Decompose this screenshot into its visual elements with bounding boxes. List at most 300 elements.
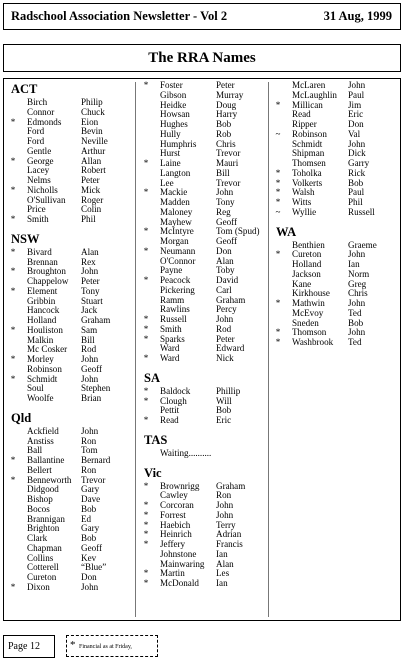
member-firstname: Don bbox=[216, 245, 232, 256]
member-surname: McLaren bbox=[292, 80, 326, 90]
member-surname: Clough bbox=[160, 395, 187, 406]
member-row bbox=[276, 338, 396, 348]
member-marker: * bbox=[143, 519, 149, 530]
member-firstname: Ian bbox=[216, 578, 228, 588]
member-surname: Mc Cosker bbox=[27, 344, 68, 355]
member-firstname: Trevor bbox=[81, 474, 106, 485]
member-surname: Didgood bbox=[27, 484, 59, 495]
member-surname: Brannigan bbox=[27, 513, 65, 524]
member-firstname: Bob bbox=[81, 503, 97, 514]
member-surname: Nelms bbox=[27, 175, 51, 185]
member-firstname: Trevor bbox=[216, 177, 241, 188]
member-firstname: Phil bbox=[81, 214, 96, 224]
member-surname: Hughes bbox=[160, 119, 188, 129]
member-firstname: Doug bbox=[216, 99, 237, 110]
member-surname: Collins bbox=[27, 552, 54, 563]
member-surname: Ball bbox=[27, 445, 43, 456]
note-star: * bbox=[70, 639, 76, 651]
member-surname: Witts bbox=[292, 197, 312, 207]
member-surname: Ford bbox=[27, 126, 45, 137]
member-firstname: John bbox=[81, 373, 99, 384]
member-marker: * bbox=[143, 480, 149, 491]
member-surname: Cotterell bbox=[27, 562, 59, 573]
member-firstname: Dick bbox=[348, 148, 366, 159]
member-firstname: John bbox=[216, 187, 234, 198]
member-firstname: Ian bbox=[216, 548, 228, 559]
member-surname: Mathwin bbox=[292, 298, 325, 308]
member-surname: Ford bbox=[27, 136, 45, 146]
member-surname: Chapman bbox=[27, 542, 62, 553]
member-firstname: Neville bbox=[81, 136, 108, 146]
member-surname: Payne bbox=[160, 265, 183, 276]
member-firstname: Gary bbox=[81, 523, 100, 534]
member-surname: Bocos bbox=[27, 503, 50, 514]
member-firstname: Peter bbox=[81, 175, 100, 185]
names-column-2 bbox=[144, 81, 264, 589]
newsletter-title: Radschool Association Newsletter - Vol 2 bbox=[11, 9, 228, 23]
member-surname: O'Sullivan bbox=[27, 194, 66, 205]
member-surname: Element bbox=[27, 285, 58, 296]
member-firstname: Harry bbox=[216, 109, 238, 120]
member-marker: * bbox=[275, 298, 281, 308]
member-marker: * bbox=[143, 568, 149, 579]
member-firstname: John bbox=[348, 298, 366, 308]
member-firstname: Arthur bbox=[81, 145, 106, 156]
member-surname: Robinson bbox=[292, 128, 327, 139]
member-firstname: Chris bbox=[216, 138, 236, 149]
member-firstname: Sam bbox=[81, 324, 98, 335]
member-firstname: Roger bbox=[81, 194, 104, 205]
member-firstname: Rob bbox=[216, 128, 232, 139]
member-firstname: Stuart bbox=[81, 295, 103, 306]
member-firstname: Jack bbox=[81, 305, 98, 316]
member-surname: Birch bbox=[27, 97, 48, 107]
member-surname: Kane bbox=[292, 278, 312, 289]
member-marker: * bbox=[143, 323, 149, 334]
member-surname: Broughton bbox=[27, 266, 66, 277]
member-surname: Johnstone bbox=[160, 548, 197, 559]
member-surname: Bishop bbox=[27, 494, 53, 504]
member-surname: Rawlins bbox=[160, 304, 190, 315]
member-firstname: Reg bbox=[216, 206, 231, 217]
member-firstname: Paul bbox=[348, 187, 365, 198]
page-number: Page 12 bbox=[8, 641, 40, 652]
member-marker: * bbox=[143, 245, 149, 256]
member-marker: * bbox=[143, 529, 149, 540]
member-surname: Millican bbox=[292, 99, 323, 110]
member-marker: * bbox=[10, 155, 16, 166]
member-firstname: Ron bbox=[216, 490, 232, 501]
member-firstname: Peter bbox=[81, 276, 100, 286]
member-surname: Heidke bbox=[160, 99, 187, 110]
member-surname: Thomson bbox=[292, 327, 327, 338]
member-surname: Malkin bbox=[27, 334, 54, 345]
member-surname: Bivard bbox=[27, 246, 52, 257]
member-firstname: Bob bbox=[216, 119, 232, 129]
member-marker: * bbox=[275, 197, 281, 207]
member-firstname: Peter bbox=[216, 333, 235, 344]
member-surname: Kirkhouse bbox=[292, 288, 330, 299]
member-surname: Hully bbox=[160, 128, 181, 139]
member-surname: Peacock bbox=[160, 275, 191, 285]
member-marker: * bbox=[143, 226, 149, 237]
member-firstname: John bbox=[348, 138, 366, 149]
member-surname: Bellert bbox=[27, 464, 52, 475]
member-firstname: Chuck bbox=[81, 106, 105, 117]
member-surname: Haebich bbox=[160, 519, 191, 530]
newsletter-header bbox=[3, 3, 401, 30]
member-firstname: Ian bbox=[348, 259, 360, 269]
member-firstname: John bbox=[216, 500, 234, 510]
member-marker: * bbox=[275, 177, 281, 188]
member-row bbox=[11, 215, 131, 225]
member-surname: Holland bbox=[292, 259, 322, 269]
member-firstname: John bbox=[81, 354, 99, 364]
member-marker: * bbox=[143, 385, 149, 396]
member-firstname: Francis bbox=[216, 539, 243, 549]
member-surname: Howsan bbox=[160, 109, 190, 120]
column-divider bbox=[268, 82, 269, 617]
member-firstname: Brian bbox=[81, 393, 102, 403]
member-surname: Brighton bbox=[27, 523, 60, 534]
member-surname: Shipman bbox=[292, 148, 325, 159]
member-firstname: Terry bbox=[216, 519, 236, 530]
member-firstname: Graham bbox=[216, 480, 246, 491]
member-firstname: Russell bbox=[348, 206, 375, 217]
member-surname: Mainwaring bbox=[160, 558, 205, 569]
member-surname: Martin bbox=[160, 568, 185, 579]
member-firstname: Rod bbox=[81, 344, 97, 355]
member-firstname: Rod bbox=[216, 323, 232, 334]
member-firstname: Mick bbox=[81, 184, 101, 195]
member-marker: * bbox=[143, 333, 149, 344]
financial-note: Financial as at Friday, bbox=[79, 644, 132, 650]
member-surname: Price bbox=[27, 204, 46, 215]
member-firstname: Jim bbox=[348, 99, 362, 110]
member-firstname: Rex bbox=[81, 256, 96, 267]
page-number-box bbox=[3, 635, 55, 658]
state-heading: ACT bbox=[11, 82, 38, 96]
member-firstname: Allan bbox=[81, 155, 102, 166]
member-marker: ~ bbox=[275, 128, 281, 139]
member-marker: * bbox=[10, 474, 16, 485]
member-firstname: Norm bbox=[348, 268, 370, 279]
member-row bbox=[144, 579, 264, 589]
member-surname: Lacey bbox=[27, 165, 50, 176]
member-surname: Humphris bbox=[160, 138, 197, 149]
member-firstname: Geoff bbox=[216, 216, 238, 227]
member-surname: Robinson bbox=[27, 363, 62, 374]
financial-note-box bbox=[66, 635, 158, 657]
member-firstname: Ted bbox=[348, 307, 362, 318]
state-heading: Qld bbox=[11, 410, 32, 425]
member-firstname: “Blue” bbox=[81, 562, 107, 573]
member-surname: Heinrich bbox=[160, 529, 192, 540]
member-firstname: Colin bbox=[81, 204, 102, 215]
member-surname: Pettit bbox=[160, 405, 180, 416]
member-surname: Baldock bbox=[160, 385, 191, 396]
member-firstname: Tom bbox=[81, 445, 98, 456]
member-surname: Madden bbox=[160, 197, 190, 207]
member-firstname: Tony bbox=[81, 285, 100, 296]
member-surname: Dixon bbox=[27, 581, 50, 592]
member-firstname: Geoff bbox=[216, 236, 238, 246]
member-firstname: Eric bbox=[348, 109, 364, 120]
member-surname: Benneworth bbox=[27, 474, 72, 485]
member-row bbox=[144, 354, 264, 364]
member-firstname: Bevin bbox=[81, 126, 103, 137]
member-surname: Volkerts bbox=[292, 177, 323, 188]
member-surname: Pickering bbox=[160, 284, 195, 295]
member-surname: Gibson bbox=[160, 89, 187, 100]
member-firstname: Les bbox=[216, 568, 230, 579]
member-surname: Clark bbox=[27, 533, 48, 543]
member-surname: Benthien bbox=[292, 239, 325, 250]
member-firstname: Stephen bbox=[81, 383, 111, 394]
member-firstname: Graham bbox=[81, 315, 111, 325]
member-firstname: Will bbox=[216, 395, 232, 406]
member-surname: Chappelow bbox=[27, 276, 69, 286]
member-firstname: Robert bbox=[81, 165, 106, 176]
member-surname: Read bbox=[160, 415, 179, 425]
member-surname: Gentle bbox=[27, 145, 52, 156]
member-surname: Mayhew bbox=[160, 216, 192, 227]
member-firstname: Bill bbox=[81, 334, 95, 345]
member-surname: Edmonds bbox=[27, 116, 62, 127]
member-firstname: Rick bbox=[348, 167, 366, 178]
member-firstname: Ron bbox=[81, 464, 97, 475]
member-surname: Holland bbox=[27, 315, 57, 325]
member-surname: Brownrigg bbox=[160, 480, 200, 491]
member-surname: Nicholls bbox=[27, 184, 58, 195]
member-marker: * bbox=[143, 415, 149, 425]
member-firstname: Ed bbox=[81, 513, 92, 524]
state-heading: TAS bbox=[144, 432, 168, 447]
member-marker: * bbox=[143, 395, 149, 406]
member-marker: * bbox=[275, 337, 281, 347]
page-title-box bbox=[3, 44, 401, 72]
member-firstname: Toby bbox=[216, 265, 235, 276]
member-marker: * bbox=[10, 581, 16, 592]
member-marker: * bbox=[10, 116, 16, 127]
member-surname: O'Connor bbox=[160, 255, 196, 266]
member-surname: McDonald bbox=[160, 578, 199, 588]
member-surname: Langton bbox=[160, 167, 191, 178]
member-surname: Sparks bbox=[160, 333, 185, 344]
member-firstname: Don bbox=[348, 119, 364, 129]
member-firstname: Eion bbox=[81, 116, 99, 127]
member-marker: * bbox=[275, 327, 281, 338]
member-surname: Gribbin bbox=[27, 295, 56, 306]
member-firstname: Alan bbox=[81, 246, 99, 257]
member-surname: Ramm bbox=[160, 294, 185, 305]
member-firstname: Paul bbox=[348, 89, 365, 100]
member-surname: Sneden bbox=[292, 317, 319, 328]
member-surname: Soul bbox=[27, 383, 44, 394]
member-marker: * bbox=[10, 246, 16, 257]
member-firstname: Don bbox=[81, 572, 97, 582]
member-firstname: Alan bbox=[216, 255, 234, 266]
member-firstname: Mauri bbox=[216, 158, 239, 168]
names-list bbox=[3, 78, 401, 621]
member-surname: Ackfield bbox=[27, 425, 59, 436]
member-firstname: John bbox=[348, 249, 366, 260]
member-firstname: Adrian bbox=[216, 529, 242, 540]
member-marker: * bbox=[143, 275, 149, 285]
member-firstname: Geoff bbox=[81, 542, 103, 553]
member-surname: Forrest bbox=[160, 509, 186, 520]
member-surname: Foster bbox=[160, 80, 183, 90]
member-firstname: Graham bbox=[216, 294, 246, 305]
member-marker: * bbox=[143, 80, 149, 90]
member-firstname: Alan bbox=[216, 558, 234, 569]
member-surname: Cureton bbox=[292, 249, 322, 260]
member-surname: Smith bbox=[160, 323, 182, 334]
member-firstname: Carl bbox=[216, 284, 232, 295]
member-firstname: Bernard bbox=[81, 455, 111, 465]
member-firstname: Ron bbox=[81, 435, 97, 446]
member-surname: Maloney bbox=[160, 206, 193, 217]
member-firstname: Kev bbox=[81, 552, 97, 563]
member-row bbox=[11, 583, 131, 593]
member-surname: Russell bbox=[160, 314, 187, 324]
member-surname: Morley bbox=[27, 354, 54, 364]
member-firstname: Bob bbox=[81, 533, 97, 543]
member-firstname: John bbox=[216, 314, 234, 324]
member-marker: * bbox=[10, 324, 16, 335]
member-surname: Neumann bbox=[160, 245, 196, 256]
member-surname: Connor bbox=[27, 106, 55, 117]
member-marker: * bbox=[143, 539, 149, 549]
member-surname: Thomsen bbox=[292, 158, 326, 168]
member-surname: Washbrook bbox=[292, 337, 334, 347]
member-firstname: Phil bbox=[348, 197, 363, 207]
member-firstname: John bbox=[81, 581, 99, 592]
member-surname: Schmidt bbox=[27, 373, 58, 384]
member-surname: Hurst bbox=[160, 148, 181, 159]
member-firstname: Peter bbox=[216, 80, 235, 90]
member-firstname: Phillip bbox=[216, 385, 241, 396]
member-row bbox=[144, 416, 264, 426]
member-surname: Morgan bbox=[160, 236, 189, 246]
member-surname: Ripper bbox=[292, 119, 317, 129]
member-firstname: Chris bbox=[348, 288, 368, 299]
member-surname: Brennan bbox=[27, 256, 58, 267]
member-surname: Wyllie bbox=[292, 206, 317, 217]
member-firstname: John bbox=[348, 327, 366, 338]
member-marker: ~ bbox=[275, 206, 281, 217]
member-surname: McIntyre bbox=[160, 226, 194, 237]
member-firstname: Philip bbox=[81, 97, 103, 107]
member-marker: * bbox=[143, 500, 149, 510]
names-column-1 bbox=[11, 81, 131, 593]
member-firstname: Dave bbox=[81, 494, 101, 504]
member-firstname: Gary bbox=[81, 484, 100, 495]
member-surname: George bbox=[27, 155, 54, 166]
member-firstname: John bbox=[348, 80, 366, 90]
member-surname: Houliston bbox=[27, 324, 63, 335]
member-surname: McEvoy bbox=[292, 307, 324, 318]
member-firstname: John bbox=[216, 509, 234, 520]
member-surname: Toholka bbox=[292, 167, 322, 178]
member-firstname: Trevor bbox=[216, 148, 241, 159]
member-firstname: Garry bbox=[348, 158, 370, 168]
member-firstname: Bob bbox=[348, 177, 364, 188]
member-marker: * bbox=[275, 167, 281, 178]
member-firstname: John bbox=[81, 266, 99, 277]
member-marker: * bbox=[10, 373, 16, 384]
member-firstname: Murray bbox=[216, 89, 244, 100]
member-marker: * bbox=[143, 158, 149, 168]
member-marker: * bbox=[275, 249, 281, 260]
member-firstname: Edward bbox=[216, 343, 245, 354]
member-firstname: Val bbox=[348, 128, 361, 139]
member-marker: * bbox=[10, 214, 16, 224]
member-surname: Schmidt bbox=[292, 138, 323, 149]
member-surname: Laine bbox=[160, 158, 181, 168]
column-divider bbox=[135, 82, 136, 617]
member-surname: Anstiss bbox=[27, 435, 54, 446]
member-marker: * bbox=[275, 99, 281, 110]
member-marker: * bbox=[10, 184, 16, 195]
member-marker: * bbox=[143, 187, 149, 198]
member-surname: Read bbox=[292, 109, 311, 120]
member-marker: * bbox=[10, 455, 16, 465]
member-surname: Ward bbox=[160, 343, 180, 354]
member-firstname: David bbox=[216, 275, 239, 285]
member-firstname: Bob bbox=[216, 405, 232, 416]
names-column-3 bbox=[276, 81, 396, 348]
state-heading: SA bbox=[144, 370, 160, 385]
member-marker: * bbox=[10, 285, 16, 296]
member-row bbox=[144, 449, 264, 459]
member-marker: * bbox=[10, 354, 16, 364]
member-surname: Jeffery bbox=[160, 539, 186, 549]
member-marker: * bbox=[275, 187, 281, 198]
member-surname: Walsh bbox=[292, 187, 315, 198]
member-marker: * bbox=[143, 314, 149, 324]
member-firstname: Graeme bbox=[348, 239, 377, 250]
member-marker: * bbox=[143, 353, 149, 363]
member-firstname: Geoff bbox=[81, 363, 103, 374]
member-marker: * bbox=[143, 578, 149, 588]
member-row bbox=[11, 394, 131, 404]
member-firstname: Tony bbox=[216, 197, 235, 207]
member-surname: Cawley bbox=[160, 490, 188, 501]
member-surname: McLaughlin bbox=[292, 89, 337, 100]
member-surname: Jackson bbox=[292, 268, 321, 279]
member-firstname: Ted bbox=[348, 337, 362, 347]
member-surname: Cureton bbox=[27, 572, 57, 582]
member-surname: Ballantine bbox=[27, 455, 65, 465]
member-firstname: John bbox=[81, 425, 99, 436]
member-firstname: Bill bbox=[216, 167, 230, 178]
member-firstname: Nick bbox=[216, 353, 234, 363]
member-row bbox=[276, 208, 396, 218]
member-surname: Corcoran bbox=[160, 500, 194, 510]
member-surname: Ward bbox=[160, 353, 180, 363]
member-surname: Lee bbox=[160, 177, 174, 188]
member-marker: * bbox=[143, 509, 149, 520]
member-firstname: Percy bbox=[216, 304, 237, 315]
page-title: The RRA Names bbox=[148, 50, 256, 66]
member-surname: Smith bbox=[27, 214, 49, 224]
member-firstname: Eric bbox=[216, 415, 232, 425]
member-surname: Woolfe bbox=[27, 393, 54, 403]
state-heading: NSW bbox=[11, 231, 40, 246]
member-firstname: Bob bbox=[348, 317, 364, 328]
member-marker: * bbox=[10, 266, 16, 277]
